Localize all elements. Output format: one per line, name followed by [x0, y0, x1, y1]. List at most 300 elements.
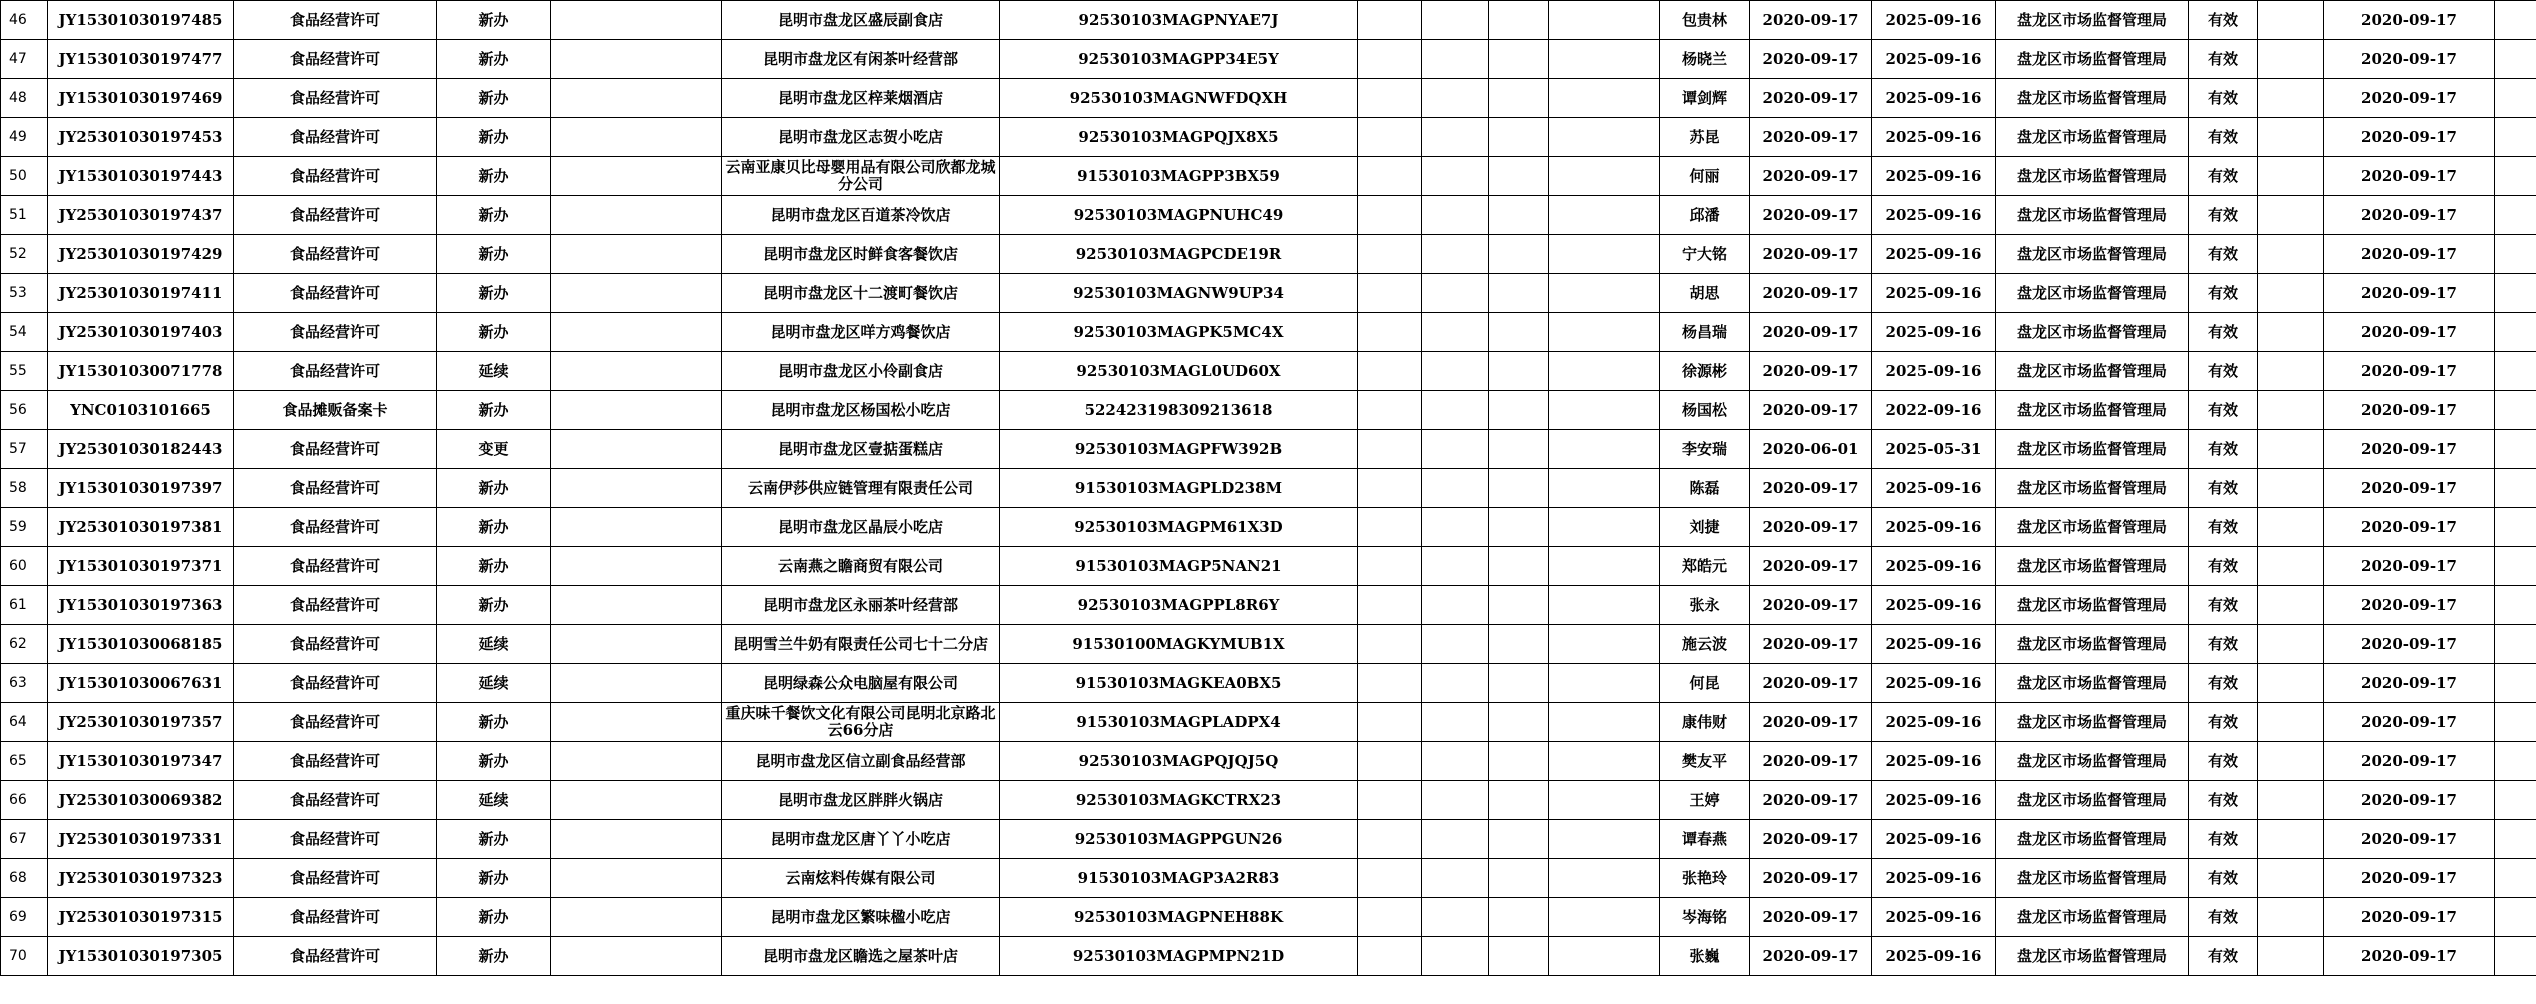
row-number-cell[interactable]: 67 — [1, 820, 48, 859]
application-type-cell[interactable]: 新办 — [437, 391, 551, 430]
blank-cell[interactable] — [1422, 742, 1489, 781]
blank-cell[interactable] — [551, 625, 722, 664]
business-name-cell[interactable]: 昆明市盘龙区胖胖火锅店 — [722, 781, 1000, 820]
blank-cell[interactable] — [551, 586, 722, 625]
expiry-date-cell[interactable]: 2025-09-16 — [1872, 40, 1996, 79]
blank-cell[interactable] — [2258, 547, 2324, 586]
blank-cell[interactable] — [1422, 703, 1489, 742]
blank-cell[interactable] — [551, 274, 722, 313]
blank-cell[interactable] — [1549, 469, 1660, 508]
blank-cell[interactable] — [1489, 118, 1549, 157]
legal-representative-cell[interactable]: 杨国松 — [1660, 391, 1750, 430]
update-date-cell[interactable]: 2020-09-17 — [2324, 235, 2495, 274]
blank-cell[interactable] — [551, 898, 722, 937]
expiry-date-cell[interactable]: 2025-09-16 — [1872, 820, 1996, 859]
legal-representative-cell[interactable]: 杨晓兰 — [1660, 40, 1750, 79]
blank-cell[interactable] — [1489, 781, 1549, 820]
license-number-cell[interactable]: JY15301030071778 — [48, 352, 234, 391]
application-type-cell[interactable]: 新办 — [437, 1, 551, 40]
license-number-cell[interactable]: JY15301030197485 — [48, 1, 234, 40]
blank-cell[interactable] — [1422, 1, 1489, 40]
blank-cell[interactable] — [1422, 586, 1489, 625]
blank-cell[interactable] — [1489, 820, 1549, 859]
blank-cell[interactable] — [1549, 898, 1660, 937]
credit-code-cell[interactable]: 92530103MAGPFW392B — [1000, 430, 1358, 469]
application-type-cell[interactable]: 新办 — [437, 508, 551, 547]
blank-cell[interactable] — [1422, 430, 1489, 469]
license-type-cell[interactable]: 食品经营许可 — [234, 79, 437, 118]
expiry-date-cell[interactable]: 2025-09-16 — [1872, 664, 1996, 703]
business-name-cell[interactable]: 昆明绿森公众电脑屋有限公司 — [722, 664, 1000, 703]
issuing-authority-cell[interactable]: 盘龙区市场监督管理局 — [1996, 469, 2189, 508]
issue-date-cell[interactable]: 2020-09-17 — [1750, 40, 1872, 79]
blank-cell[interactable] — [2495, 196, 2536, 235]
blank-cell[interactable] — [2495, 742, 2536, 781]
credit-code-cell[interactable]: 92530103MAGPMPN21D — [1000, 937, 1358, 976]
row-number-cell[interactable]: 60 — [1, 547, 48, 586]
status-cell[interactable]: 有效 — [2189, 391, 2258, 430]
blank-cell[interactable] — [1358, 79, 1422, 118]
issue-date-cell[interactable]: 2020-09-17 — [1750, 547, 1872, 586]
blank-cell[interactable] — [1422, 40, 1489, 79]
blank-cell[interactable] — [2495, 469, 2536, 508]
application-type-cell[interactable]: 新办 — [437, 79, 551, 118]
status-cell[interactable]: 有效 — [2189, 781, 2258, 820]
row-number-cell[interactable]: 54 — [1, 313, 48, 352]
issuing-authority-cell[interactable]: 盘龙区市场监督管理局 — [1996, 508, 2189, 547]
blank-cell[interactable] — [1549, 352, 1660, 391]
application-type-cell[interactable]: 新办 — [437, 274, 551, 313]
license-number-cell[interactable]: JY15301030068185 — [48, 625, 234, 664]
expiry-date-cell[interactable]: 2025-09-16 — [1872, 1, 1996, 40]
license-number-cell[interactable]: JY15301030197305 — [48, 937, 234, 976]
issue-date-cell[interactable]: 2020-09-17 — [1750, 742, 1872, 781]
blank-cell[interactable] — [1422, 547, 1489, 586]
issuing-authority-cell[interactable]: 盘龙区市场监督管理局 — [1996, 313, 2189, 352]
blank-cell[interactable] — [2258, 937, 2324, 976]
application-type-cell[interactable]: 新办 — [437, 313, 551, 352]
blank-cell[interactable] — [2258, 625, 2324, 664]
legal-representative-cell[interactable]: 何昆 — [1660, 664, 1750, 703]
blank-cell[interactable] — [1489, 391, 1549, 430]
license-type-cell[interactable]: 食品经营许可 — [234, 157, 437, 196]
row-number-cell[interactable]: 48 — [1, 79, 48, 118]
blank-cell[interactable] — [2495, 1, 2536, 40]
issuing-authority-cell[interactable]: 盘龙区市场监督管理局 — [1996, 703, 2189, 742]
blank-cell[interactable] — [2258, 508, 2324, 547]
blank-cell[interactable] — [1358, 274, 1422, 313]
status-cell[interactable]: 有效 — [2189, 625, 2258, 664]
blank-cell[interactable] — [2258, 157, 2324, 196]
status-cell[interactable]: 有效 — [2189, 898, 2258, 937]
blank-cell[interactable] — [1422, 664, 1489, 703]
issue-date-cell[interactable]: 2020-09-17 — [1750, 196, 1872, 235]
blank-cell[interactable] — [1422, 313, 1489, 352]
business-name-cell[interactable]: 昆明市盘龙区晶辰小吃店 — [722, 508, 1000, 547]
status-cell[interactable]: 有效 — [2189, 352, 2258, 391]
issue-date-cell[interactable]: 2020-09-17 — [1750, 235, 1872, 274]
license-number-cell[interactable]: JY25301030197331 — [48, 820, 234, 859]
status-cell[interactable]: 有效 — [2189, 313, 2258, 352]
blank-cell[interactable] — [2258, 742, 2324, 781]
blank-cell[interactable] — [551, 391, 722, 430]
application-type-cell[interactable]: 延续 — [437, 625, 551, 664]
blank-cell[interactable] — [1358, 820, 1422, 859]
issuing-authority-cell[interactable]: 盘龙区市场监督管理局 — [1996, 547, 2189, 586]
row-number-cell[interactable]: 50 — [1, 157, 48, 196]
business-name-cell[interactable]: 昆明市盘龙区盛辰副食店 — [722, 1, 1000, 40]
update-date-cell[interactable]: 2020-09-17 — [2324, 820, 2495, 859]
expiry-date-cell[interactable]: 2025-09-16 — [1872, 586, 1996, 625]
update-date-cell[interactable]: 2020-09-17 — [2324, 313, 2495, 352]
issue-date-cell[interactable]: 2020-09-17 — [1750, 781, 1872, 820]
license-number-cell[interactable]: JY25301030197315 — [48, 898, 234, 937]
legal-representative-cell[interactable]: 苏昆 — [1660, 118, 1750, 157]
row-number-cell[interactable]: 69 — [1, 898, 48, 937]
license-type-cell[interactable]: 食品经营许可 — [234, 625, 437, 664]
license-number-cell[interactable]: JY15301030197469 — [48, 79, 234, 118]
blank-cell[interactable] — [2258, 391, 2324, 430]
application-type-cell[interactable]: 新办 — [437, 937, 551, 976]
blank-cell[interactable] — [1489, 1, 1549, 40]
update-date-cell[interactable]: 2020-09-17 — [2324, 508, 2495, 547]
credit-code-cell[interactable]: 91530103MAGP5NAN21 — [1000, 547, 1358, 586]
blank-cell[interactable] — [1358, 1, 1422, 40]
blank-cell[interactable] — [551, 703, 722, 742]
blank-cell[interactable] — [551, 547, 722, 586]
blank-cell[interactable] — [2495, 352, 2536, 391]
license-type-cell[interactable]: 食品经营许可 — [234, 430, 437, 469]
blank-cell[interactable] — [551, 40, 722, 79]
update-date-cell[interactable]: 2020-09-17 — [2324, 157, 2495, 196]
blank-cell[interactable] — [1489, 547, 1549, 586]
blank-cell[interactable] — [1549, 742, 1660, 781]
blank-cell[interactable] — [551, 430, 722, 469]
business-name-cell[interactable]: 昆明雪兰牛奶有限责任公司七十二分店 — [722, 625, 1000, 664]
issue-date-cell[interactable]: 2020-09-17 — [1750, 391, 1872, 430]
blank-cell[interactable] — [1489, 664, 1549, 703]
blank-cell[interactable] — [1358, 118, 1422, 157]
blank-cell[interactable] — [1422, 469, 1489, 508]
issue-date-cell[interactable]: 2020-09-17 — [1750, 898, 1872, 937]
blank-cell[interactable] — [1358, 40, 1422, 79]
status-cell[interactable]: 有效 — [2189, 118, 2258, 157]
blank-cell[interactable] — [1549, 235, 1660, 274]
blank-cell[interactable] — [1489, 898, 1549, 937]
blank-cell[interactable] — [1358, 898, 1422, 937]
row-number-cell[interactable]: 58 — [1, 469, 48, 508]
blank-cell[interactable] — [2258, 352, 2324, 391]
blank-cell[interactable] — [1358, 235, 1422, 274]
expiry-date-cell[interactable]: 2025-09-16 — [1872, 235, 1996, 274]
update-date-cell[interactable]: 2020-09-17 — [2324, 118, 2495, 157]
blank-cell[interactable] — [2258, 1, 2324, 40]
application-type-cell[interactable]: 新办 — [437, 820, 551, 859]
issuing-authority-cell[interactable]: 盘龙区市场监督管理局 — [1996, 196, 2189, 235]
issuing-authority-cell[interactable]: 盘龙区市场监督管理局 — [1996, 430, 2189, 469]
credit-code-cell[interactable]: 91530103MAGPP3BX59 — [1000, 157, 1358, 196]
blank-cell[interactable] — [2495, 508, 2536, 547]
license-type-cell[interactable]: 食品经营许可 — [234, 118, 437, 157]
row-number-cell[interactable]: 63 — [1, 664, 48, 703]
license-type-cell[interactable]: 食品经营许可 — [234, 469, 437, 508]
business-name-cell[interactable]: 昆明市盘龙区有闲茶叶经营部 — [722, 40, 1000, 79]
license-number-cell[interactable]: JY15301030197397 — [48, 469, 234, 508]
row-number-cell[interactable]: 53 — [1, 274, 48, 313]
blank-cell[interactable] — [1422, 274, 1489, 313]
blank-cell[interactable] — [1422, 859, 1489, 898]
status-cell[interactable]: 有效 — [2189, 196, 2258, 235]
issuing-authority-cell[interactable]: 盘龙区市场监督管理局 — [1996, 40, 2189, 79]
status-cell[interactable]: 有效 — [2189, 820, 2258, 859]
blank-cell[interactable] — [551, 118, 722, 157]
legal-representative-cell[interactable]: 宁大铭 — [1660, 235, 1750, 274]
blank-cell[interactable] — [1358, 508, 1422, 547]
blank-cell[interactable] — [2258, 118, 2324, 157]
blank-cell[interactable] — [1358, 196, 1422, 235]
blank-cell[interactable] — [1549, 820, 1660, 859]
blank-cell[interactable] — [2495, 781, 2536, 820]
blank-cell[interactable] — [1489, 40, 1549, 79]
row-number-cell[interactable]: 59 — [1, 508, 48, 547]
application-type-cell[interactable]: 延续 — [437, 664, 551, 703]
issue-date-cell[interactable]: 2020-09-17 — [1750, 352, 1872, 391]
license-number-cell[interactable]: JY15301030197363 — [48, 586, 234, 625]
license-type-cell[interactable]: 食品经营许可 — [234, 235, 437, 274]
license-type-cell[interactable]: 食品经营许可 — [234, 586, 437, 625]
blank-cell[interactable] — [2258, 469, 2324, 508]
expiry-date-cell[interactable]: 2025-09-16 — [1872, 469, 1996, 508]
license-type-cell[interactable]: 食品经营许可 — [234, 1, 437, 40]
business-name-cell[interactable]: 昆明市盘龙区繁味楹小吃店 — [722, 898, 1000, 937]
blank-cell[interactable] — [2258, 313, 2324, 352]
status-cell[interactable]: 有效 — [2189, 586, 2258, 625]
license-type-cell[interactable]: 食品经营许可 — [234, 40, 437, 79]
legal-representative-cell[interactable]: 徐源彬 — [1660, 352, 1750, 391]
blank-cell[interactable] — [551, 859, 722, 898]
blank-cell[interactable] — [1549, 40, 1660, 79]
blank-cell[interactable] — [2495, 391, 2536, 430]
blank-cell[interactable] — [1489, 937, 1549, 976]
status-cell[interactable]: 有效 — [2189, 469, 2258, 508]
blank-cell[interactable] — [1489, 508, 1549, 547]
credit-code-cell[interactable]: 92530103MAGPNUHC49 — [1000, 196, 1358, 235]
blank-cell[interactable] — [551, 196, 722, 235]
blank-cell[interactable] — [551, 313, 722, 352]
license-number-cell[interactable]: JY15301030067631 — [48, 664, 234, 703]
row-number-cell[interactable]: 57 — [1, 430, 48, 469]
blank-cell[interactable] — [1489, 469, 1549, 508]
issuing-authority-cell[interactable]: 盘龙区市场监督管理局 — [1996, 820, 2189, 859]
row-number-cell[interactable]: 46 — [1, 1, 48, 40]
expiry-date-cell[interactable]: 2025-09-16 — [1872, 742, 1996, 781]
status-cell[interactable]: 有效 — [2189, 742, 2258, 781]
license-number-cell[interactable]: JY25301030197453 — [48, 118, 234, 157]
blank-cell[interactable] — [1549, 664, 1660, 703]
issue-date-cell[interactable]: 2020-09-17 — [1750, 469, 1872, 508]
legal-representative-cell[interactable]: 樊友平 — [1660, 742, 1750, 781]
update-date-cell[interactable]: 2020-09-17 — [2324, 469, 2495, 508]
blank-cell[interactable] — [2495, 664, 2536, 703]
expiry-date-cell[interactable]: 2025-09-16 — [1872, 313, 1996, 352]
business-name-cell[interactable]: 昆明市盘龙区志贺小吃店 — [722, 118, 1000, 157]
legal-representative-cell[interactable]: 李安瑞 — [1660, 430, 1750, 469]
license-number-cell[interactable]: JY15301030197443 — [48, 157, 234, 196]
license-number-cell[interactable]: JY25301030197437 — [48, 196, 234, 235]
issuing-authority-cell[interactable]: 盘龙区市场监督管理局 — [1996, 391, 2189, 430]
update-date-cell[interactable]: 2020-09-17 — [2324, 898, 2495, 937]
blank-cell[interactable] — [1489, 196, 1549, 235]
blank-cell[interactable] — [2258, 40, 2324, 79]
update-date-cell[interactable]: 2020-09-17 — [2324, 391, 2495, 430]
status-cell[interactable]: 有效 — [2189, 703, 2258, 742]
issuing-authority-cell[interactable]: 盘龙区市场监督管理局 — [1996, 625, 2189, 664]
application-type-cell[interactable]: 新办 — [437, 898, 551, 937]
license-number-cell[interactable]: JY15301030197371 — [48, 547, 234, 586]
business-name-cell[interactable]: 昆明市盘龙区唐丫丫小吃店 — [722, 820, 1000, 859]
blank-cell[interactable] — [1489, 625, 1549, 664]
row-number-cell[interactable]: 70 — [1, 937, 48, 976]
blank-cell[interactable] — [1549, 781, 1660, 820]
legal-representative-cell[interactable]: 胡思 — [1660, 274, 1750, 313]
issue-date-cell[interactable]: 2020-09-17 — [1750, 1, 1872, 40]
blank-cell[interactable] — [1422, 79, 1489, 118]
expiry-date-cell[interactable]: 2025-09-16 — [1872, 508, 1996, 547]
update-date-cell[interactable]: 2020-09-17 — [2324, 79, 2495, 118]
credit-code-cell[interactable]: 92530103MAGL0UD60X — [1000, 352, 1358, 391]
status-cell[interactable]: 有效 — [2189, 547, 2258, 586]
blank-cell[interactable] — [1489, 430, 1549, 469]
credit-code-cell[interactable]: 91530103MAGPLD238M — [1000, 469, 1358, 508]
blank-cell[interactable] — [551, 781, 722, 820]
business-name-cell[interactable]: 云南亚康贝比母婴用品有限公司欣都龙城分公司 — [722, 157, 1000, 196]
credit-code-cell[interactable]: 92530103MAGPPGUN26 — [1000, 820, 1358, 859]
row-number-cell[interactable]: 55 — [1, 352, 48, 391]
issuing-authority-cell[interactable]: 盘龙区市场监督管理局 — [1996, 742, 2189, 781]
update-date-cell[interactable]: 2020-09-17 — [2324, 703, 2495, 742]
credit-code-cell[interactable]: 91530103MAGKEA0BX5 — [1000, 664, 1358, 703]
issue-date-cell[interactable]: 2020-09-17 — [1750, 118, 1872, 157]
license-number-cell[interactable]: JY15301030197477 — [48, 40, 234, 79]
expiry-date-cell[interactable]: 2025-09-16 — [1872, 352, 1996, 391]
status-cell[interactable]: 有效 — [2189, 430, 2258, 469]
credit-code-cell[interactable]: 91530103MAGP3A2R83 — [1000, 859, 1358, 898]
row-number-cell[interactable]: 47 — [1, 40, 48, 79]
business-name-cell[interactable]: 云南炫料传媒有限公司 — [722, 859, 1000, 898]
business-name-cell[interactable]: 昆明市盘龙区百道茶冷饮店 — [722, 196, 1000, 235]
blank-cell[interactable] — [1489, 235, 1549, 274]
blank-cell[interactable] — [2495, 235, 2536, 274]
business-name-cell[interactable]: 昆明市盘龙区小伶副食店 — [722, 352, 1000, 391]
update-date-cell[interactable]: 2020-09-17 — [2324, 430, 2495, 469]
blank-cell[interactable] — [1549, 547, 1660, 586]
blank-cell[interactable] — [1549, 430, 1660, 469]
expiry-date-cell[interactable]: 2025-09-16 — [1872, 274, 1996, 313]
blank-cell[interactable] — [1489, 352, 1549, 391]
update-date-cell[interactable]: 2020-09-17 — [2324, 352, 2495, 391]
license-type-cell[interactable]: 食品摊贩备案卡 — [234, 391, 437, 430]
blank-cell[interactable] — [1358, 391, 1422, 430]
blank-cell[interactable] — [1422, 937, 1489, 976]
expiry-date-cell[interactable]: 2025-09-16 — [1872, 781, 1996, 820]
update-date-cell[interactable]: 2020-09-17 — [2324, 742, 2495, 781]
issuing-authority-cell[interactable]: 盘龙区市场监督管理局 — [1996, 1, 2189, 40]
license-number-cell[interactable]: JY25301030197411 — [48, 274, 234, 313]
issue-date-cell[interactable]: 2020-09-17 — [1750, 625, 1872, 664]
credit-code-cell[interactable]: 92530103MAGPNYAE7J — [1000, 1, 1358, 40]
blank-cell[interactable] — [1549, 937, 1660, 976]
blank-cell[interactable] — [2495, 820, 2536, 859]
issue-date-cell[interactable]: 2020-09-17 — [1750, 157, 1872, 196]
blank-cell[interactable] — [551, 79, 722, 118]
blank-cell[interactable] — [1489, 859, 1549, 898]
issue-date-cell[interactable]: 2020-09-17 — [1750, 859, 1872, 898]
legal-representative-cell[interactable]: 施云波 — [1660, 625, 1750, 664]
legal-representative-cell[interactable]: 杨昌瑞 — [1660, 313, 1750, 352]
status-cell[interactable]: 有效 — [2189, 274, 2258, 313]
application-type-cell[interactable]: 新办 — [437, 547, 551, 586]
license-type-cell[interactable]: 食品经营许可 — [234, 703, 437, 742]
expiry-date-cell[interactable]: 2025-09-16 — [1872, 625, 1996, 664]
blank-cell[interactable] — [1358, 469, 1422, 508]
blank-cell[interactable] — [1489, 586, 1549, 625]
license-number-cell[interactable]: JY25301030197403 — [48, 313, 234, 352]
blank-cell[interactable] — [2495, 79, 2536, 118]
blank-cell[interactable] — [2495, 118, 2536, 157]
row-number-cell[interactable]: 68 — [1, 859, 48, 898]
application-type-cell[interactable]: 新办 — [437, 859, 551, 898]
expiry-date-cell[interactable]: 2022-09-16 — [1872, 391, 1996, 430]
license-number-cell[interactable]: JY25301030197357 — [48, 703, 234, 742]
blank-cell[interactable] — [1549, 586, 1660, 625]
status-cell[interactable]: 有效 — [2189, 40, 2258, 79]
license-type-cell[interactable]: 食品经营许可 — [234, 820, 437, 859]
status-cell[interactable]: 有效 — [2189, 508, 2258, 547]
license-type-cell[interactable]: 食品经营许可 — [234, 937, 437, 976]
blank-cell[interactable] — [2258, 781, 2324, 820]
update-date-cell[interactable]: 2020-09-17 — [2324, 40, 2495, 79]
application-type-cell[interactable]: 新办 — [437, 157, 551, 196]
blank-cell[interactable] — [2495, 40, 2536, 79]
expiry-date-cell[interactable]: 2025-09-16 — [1872, 937, 1996, 976]
blank-cell[interactable] — [2495, 430, 2536, 469]
row-number-cell[interactable]: 66 — [1, 781, 48, 820]
blank-cell[interactable] — [1549, 79, 1660, 118]
issue-date-cell[interactable]: 2020-09-17 — [1750, 703, 1872, 742]
row-number-cell[interactable]: 61 — [1, 586, 48, 625]
issuing-authority-cell[interactable]: 盘龙区市场监督管理局 — [1996, 274, 2189, 313]
blank-cell[interactable] — [1549, 391, 1660, 430]
blank-cell[interactable] — [2495, 157, 2536, 196]
row-number-cell[interactable]: 62 — [1, 625, 48, 664]
blank-cell[interactable] — [1549, 625, 1660, 664]
credit-code-cell[interactable]: 91530100MAGKYMUB1X — [1000, 625, 1358, 664]
status-cell[interactable]: 有效 — [2189, 859, 2258, 898]
blank-cell[interactable] — [1422, 508, 1489, 547]
blank-cell[interactable] — [2258, 703, 2324, 742]
application-type-cell[interactable]: 新办 — [437, 469, 551, 508]
blank-cell[interactable] — [1549, 274, 1660, 313]
business-name-cell[interactable]: 昆明市盘龙区信立副食品经营部 — [722, 742, 1000, 781]
credit-code-cell[interactable]: 92530103MAGPQJX8X5 — [1000, 118, 1358, 157]
blank-cell[interactable] — [2495, 937, 2536, 976]
issue-date-cell[interactable]: 2020-09-17 — [1750, 313, 1872, 352]
expiry-date-cell[interactable]: 2025-09-16 — [1872, 79, 1996, 118]
issuing-authority-cell[interactable]: 盘龙区市场监督管理局 — [1996, 79, 2189, 118]
blank-cell[interactable] — [1358, 430, 1422, 469]
blank-cell[interactable] — [2495, 625, 2536, 664]
application-type-cell[interactable]: 新办 — [437, 703, 551, 742]
